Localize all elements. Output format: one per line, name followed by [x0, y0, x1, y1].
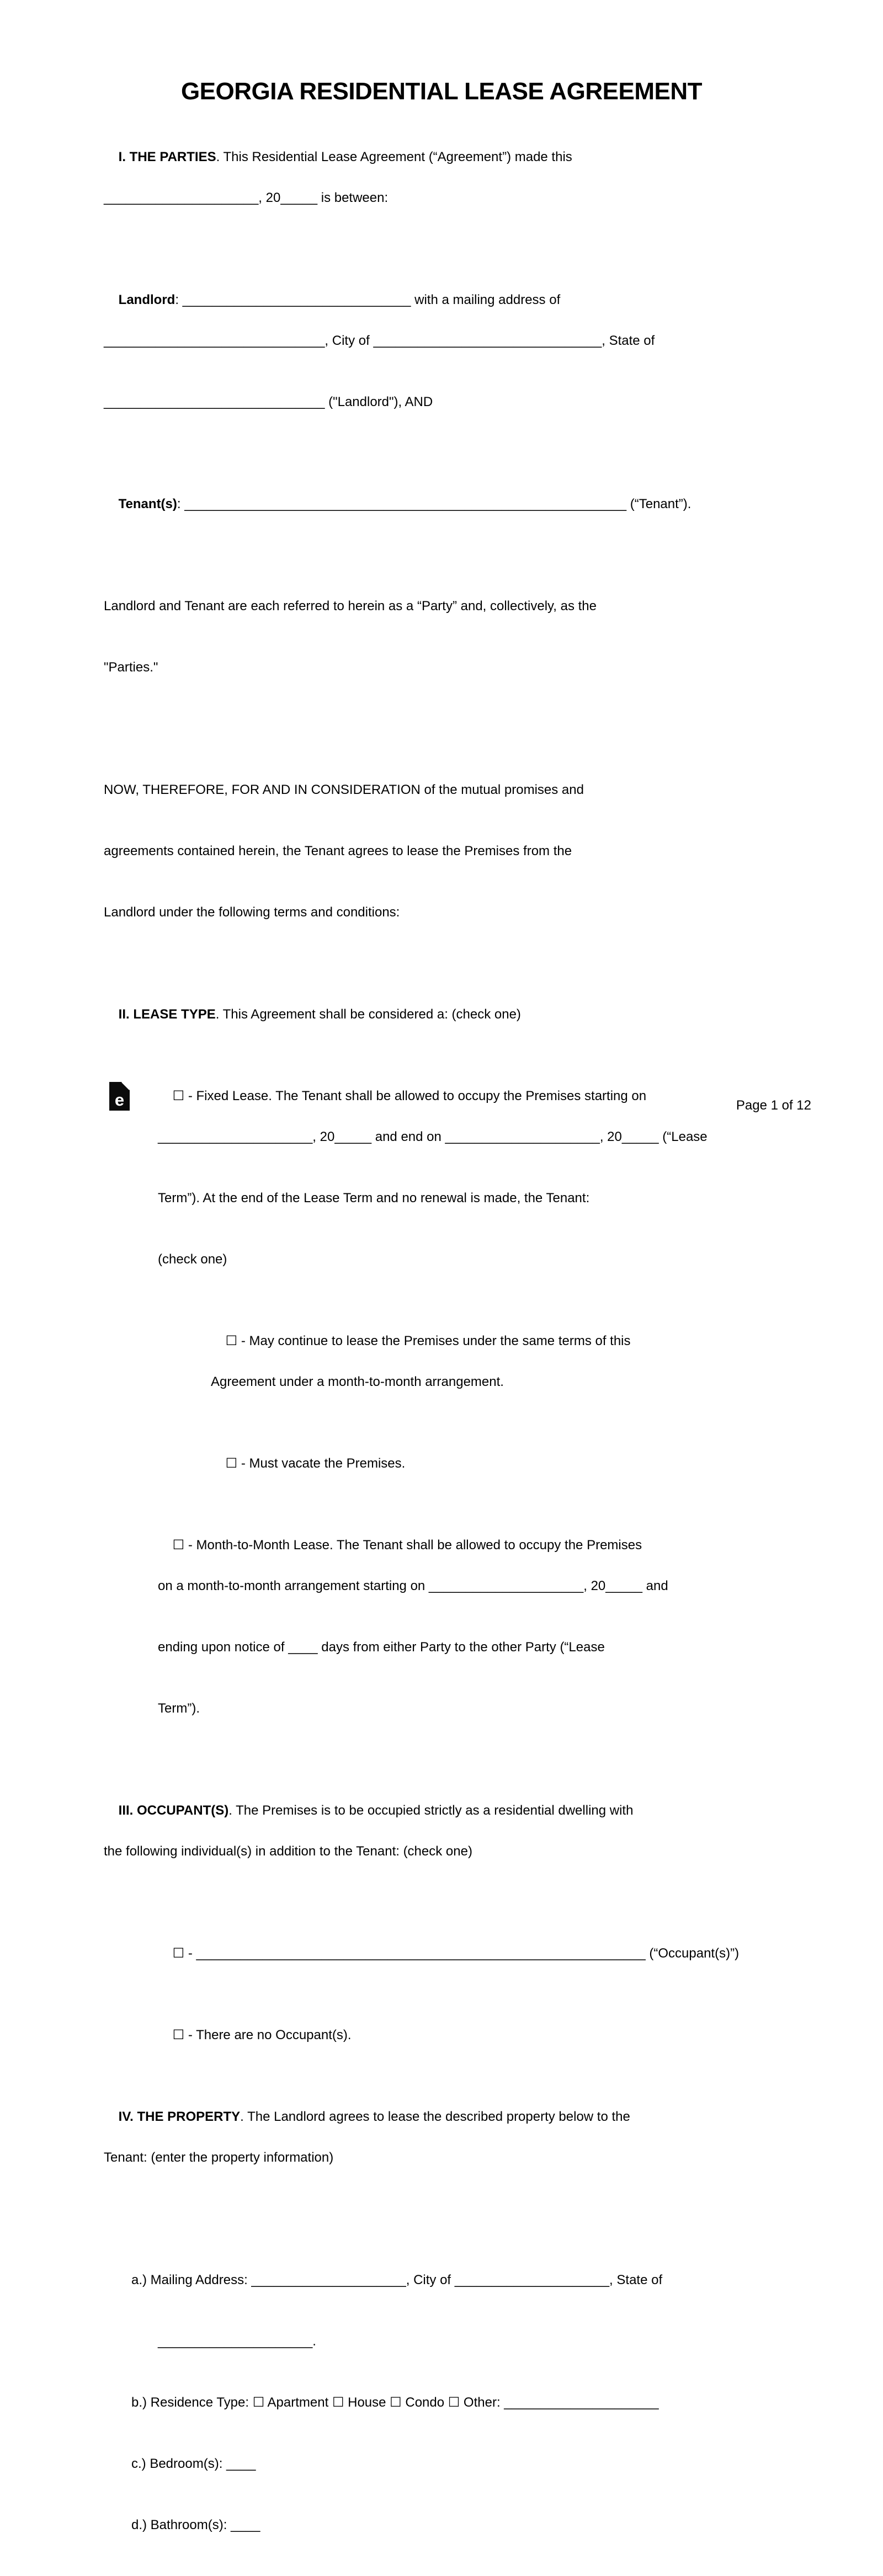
paragraph-occupants — [104, 1780, 779, 1902]
other-checkbox[interactable]: ☐ — [448, 2395, 460, 2410]
paragraph-property — [104, 2086, 779, 2209]
text-line: . The Landlord agrees to lease the described property below to the — [240, 2109, 630, 2124]
no-occupants-checkbox[interactable]: ☐ — [172, 2028, 185, 2042]
paragraph-option-vacate — [104, 1433, 779, 1494]
paragraph-fixed-lease — [104, 1065, 779, 1310]
house-label: House — [344, 2395, 390, 2410]
text-line: ending upon notice of ____ days from either Party to the other Party (“Lease — [158, 1640, 605, 1655]
landlord-label: Landlord — [118, 292, 175, 307]
document-title: GEORGIA RESIDENTIAL LEASE AGREEMENT — [180, 78, 703, 105]
paragraph-occupants-none — [104, 2004, 779, 2066]
date-blank-line: on a month-to-month arrangement starting on _____________________, 20_____ and — [158, 1578, 668, 1593]
section-label-lease-type: II. LEASE TYPE — [118, 1007, 216, 1022]
paragraph-lease-type — [104, 984, 779, 1045]
date-blank-line: _____________________, 20_____ and end on _____________________, 20_____ (“Lease — [158, 1129, 708, 1144]
text-line: . The Premises is to be occupied strictly as a residential dwelling with — [228, 1803, 634, 1818]
apartment-checkbox[interactable]: ☐ — [252, 2395, 265, 2410]
other-blank: _____________________ — [504, 2395, 659, 2410]
paragraph-consideration — [104, 739, 779, 963]
tenant-blank-line: : ____________________________________________________________ (“Tenant”). — [177, 497, 691, 511]
text-line: Landlord and Tenant are each referred to herein as a “Party” and, collectively, as the — [104, 599, 597, 614]
condo-checkbox[interactable]: ☐ — [390, 2395, 402, 2410]
text-line: : _______________________________ with a mailing address of — [175, 292, 561, 307]
page-number: Page 1 of 12 — [736, 1098, 811, 1113]
text-line: - Month-to-Month Lease. The Tenant shall be allowed to occupy the Premises — [184, 1538, 642, 1553]
condo-label: Condo — [401, 2395, 448, 2410]
text-line: Landlord under the following terms and conditions: — [104, 905, 400, 920]
paragraph-party-definition — [104, 555, 779, 718]
bedrooms-line: c.) Bedroom(s): ____ — [131, 2456, 256, 2471]
text-line: NOW, THEREFORE, FOR AND IN CONSIDERATION of the mutual promises and — [104, 782, 584, 797]
must-vacate-checkbox[interactable]: ☐ — [225, 1456, 238, 1471]
date-blank-line: _____________________, 20_____ is between: — [104, 190, 389, 205]
text-line: Term”). — [158, 1701, 200, 1716]
paragraph-option-continue — [104, 1310, 779, 1433]
paragraph-property-list — [104, 2229, 779, 2576]
paragraph-landlord — [104, 269, 779, 453]
text-line: Tenant: (enter the property information) — [104, 2150, 334, 2165]
text-line: - May continue to lease the Premises under the same terms of this — [237, 1334, 631, 1348]
occupants-named-checkbox[interactable]: ☐ — [172, 1946, 185, 1961]
text-line: Term”). At the end of the Lease Term and no renewal is made, the Tenant: — [158, 1191, 590, 1206]
house-checkbox[interactable]: ☐ — [332, 2395, 344, 2410]
section-label-parties: I. THE PARTIES — [118, 150, 216, 164]
other-label: Other: — [460, 2395, 504, 2410]
text-line: ______________________________ ("Landlord"), AND — [104, 394, 433, 409]
mailing-address-line: a.) Mailing Address: _____________________, City of _____________________, State of — [131, 2273, 663, 2287]
section-label-property: IV. THE PROPERTY — [118, 2109, 241, 2124]
continue-month-to-month-checkbox[interactable]: ☐ — [225, 1334, 238, 1348]
tenant-label: Tenant(s) — [118, 497, 177, 511]
paragraph-occupants-named — [104, 1923, 779, 1984]
paragraph-parties — [104, 126, 779, 249]
text-line: - Must vacate the Premises. — [237, 1456, 406, 1471]
text-line: (check one) — [158, 1252, 227, 1267]
text-line: the following individual(s) in addition to the Tenant: (check one) — [104, 1844, 472, 1859]
text-line: . This Agreement shall be considered a: (check one) — [215, 1007, 521, 1022]
residence-type-label: b.) Residence Type: — [131, 2395, 253, 2410]
text-line: agreements contained herein, the Tenant agrees to lease the Premises from the — [104, 844, 572, 858]
eforms-logo-letter: e — [114, 1090, 125, 1110]
eforms-logo — [109, 1082, 130, 1111]
text-line: - There are no Occupant(s). — [184, 2028, 352, 2042]
paragraph-month-to-month — [104, 1514, 779, 1759]
paragraph-tenant — [104, 473, 779, 535]
text-line: ______________________________, City of _______________________________, State of — [104, 333, 655, 348]
month-to-month-checkbox[interactable]: ☐ — [172, 1538, 185, 1553]
text-line: . This Residential Lease Agreement (“Agreement”) made this — [216, 150, 572, 164]
text-line: - Fixed Lease. The Tenant shall be allowed to occupy the Premises starting on — [184, 1089, 647, 1103]
fixed-lease-checkbox[interactable]: ☐ — [172, 1089, 185, 1103]
residence-type-line — [131, 2392, 779, 2413]
section-label-occupants: III. OCCUPANT(S) — [118, 1803, 229, 1818]
state-blank-line: _____________________. — [158, 2334, 316, 2349]
apartment-label: Apartment — [264, 2395, 332, 2410]
bathrooms-line: d.) Bathroom(s): ____ — [131, 2518, 260, 2532]
occupants-blank-line: - _____________________________________________________________ (“Occupant(s)”) — [184, 1946, 740, 1961]
text-line: Agreement under a month-to-month arrangement. — [211, 1374, 504, 1389]
text-line: "Parties." — [104, 660, 158, 675]
